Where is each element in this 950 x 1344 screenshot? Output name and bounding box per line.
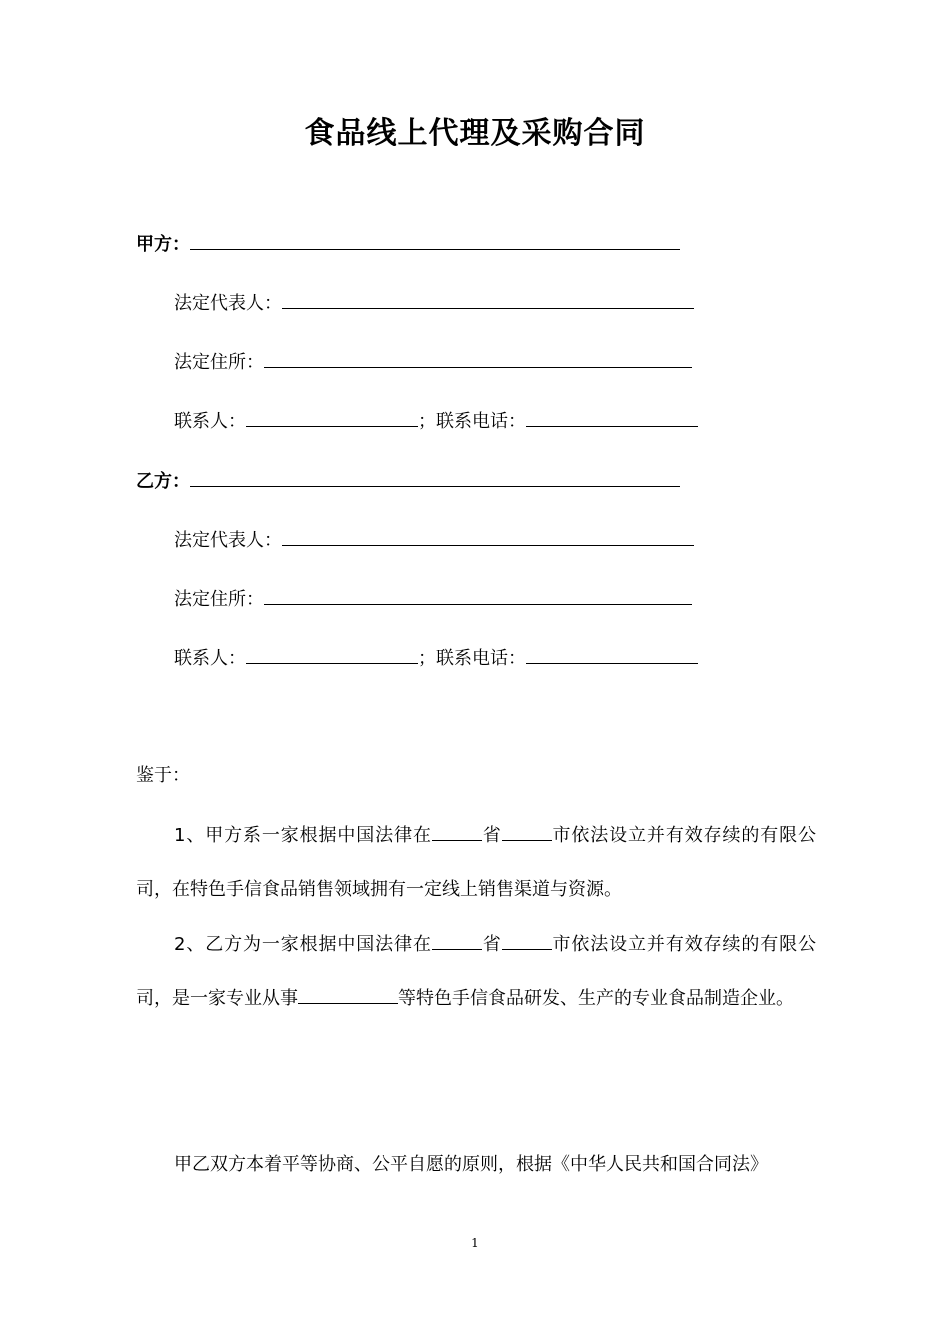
clause-1-text-c: 市依法设立并有效存续的有限公司，在特色手信食品销售领域拥有一定线上销售渠道与资源。: [136, 825, 817, 900]
separator: ；: [418, 411, 436, 432]
whereas-clause-1: [136, 809, 816, 917]
party-b-address-blank[interactable]: [264, 584, 692, 605]
party-a-legal-rep-blank[interactable]: [282, 288, 694, 309]
party-b-contact-blank[interactable]: [246, 643, 418, 664]
clause-2-province-blank[interactable]: [432, 929, 482, 950]
clause-2-city-blank[interactable]: [502, 929, 552, 950]
party-a-line: [136, 229, 680, 259]
party-a-legal-rep-label: 法定代表人：: [174, 293, 282, 314]
party-a-label: 甲方：: [136, 234, 190, 255]
party-b-address-label: 法定住所：: [174, 589, 264, 610]
party-b-phone-blank[interactable]: [526, 643, 698, 664]
clause-1-city-blank[interactable]: [502, 820, 552, 841]
party-a-contact-label: 联系人：: [174, 411, 246, 432]
party-b-contact-line: [174, 643, 698, 673]
party-a-phone-label: 联系电话：: [436, 411, 526, 432]
separator: ；: [418, 648, 436, 669]
party-a-address-label: 法定住所：: [174, 352, 264, 373]
page-number: 1: [471, 1236, 479, 1250]
agreement-intro: 甲乙双方本着平等协商、公平自愿的原则，根据《中华人民共和国合同法》: [174, 1154, 768, 1175]
party-b-legal-rep-label: 法定代表人：: [174, 530, 282, 551]
party-a-phone-blank[interactable]: [526, 406, 698, 427]
party-a-blank[interactable]: [190, 229, 680, 250]
party-b-address-line: [174, 584, 692, 614]
document-title: 食品线上代理及采购合同: [304, 116, 646, 151]
whereas-heading: 鉴于：: [136, 765, 190, 786]
whereas-clause-2: [136, 918, 816, 1026]
clause-1-text-a: 1、甲方系一家根据中国法律在: [174, 825, 432, 846]
party-b-label: 乙方：: [136, 471, 190, 492]
clause-2-text-d: 等特色手信食品研发、生产的专业食品制造企业。: [398, 988, 794, 1009]
clause-1-province-blank[interactable]: [432, 820, 482, 841]
party-b-blank[interactable]: [190, 466, 680, 487]
party-b-phone-label: 联系电话：: [436, 648, 526, 669]
party-a-contact-line: [174, 406, 698, 436]
party-a-address-line: [174, 347, 692, 377]
clause-2-text-a: 2、乙方为一家根据中国法律在: [174, 934, 432, 955]
clause-1-text-b: 省: [481, 825, 502, 846]
party-b-contact-label: 联系人：: [174, 648, 246, 669]
party-b-legal-rep-blank[interactable]: [282, 525, 694, 546]
clause-2-business-blank[interactable]: [298, 983, 398, 1004]
clause-2-text-b: 省: [481, 934, 502, 955]
party-a-address-blank[interactable]: [264, 347, 692, 368]
party-b-legal-rep-line: [174, 525, 694, 555]
clause-2-text-c: 市依法设立并有效存续的有限公司，是一家专业从事: [136, 934, 817, 1009]
party-a-legal-rep-line: [174, 288, 694, 318]
party-b-line: [136, 466, 680, 496]
party-a-contact-blank[interactable]: [246, 406, 418, 427]
